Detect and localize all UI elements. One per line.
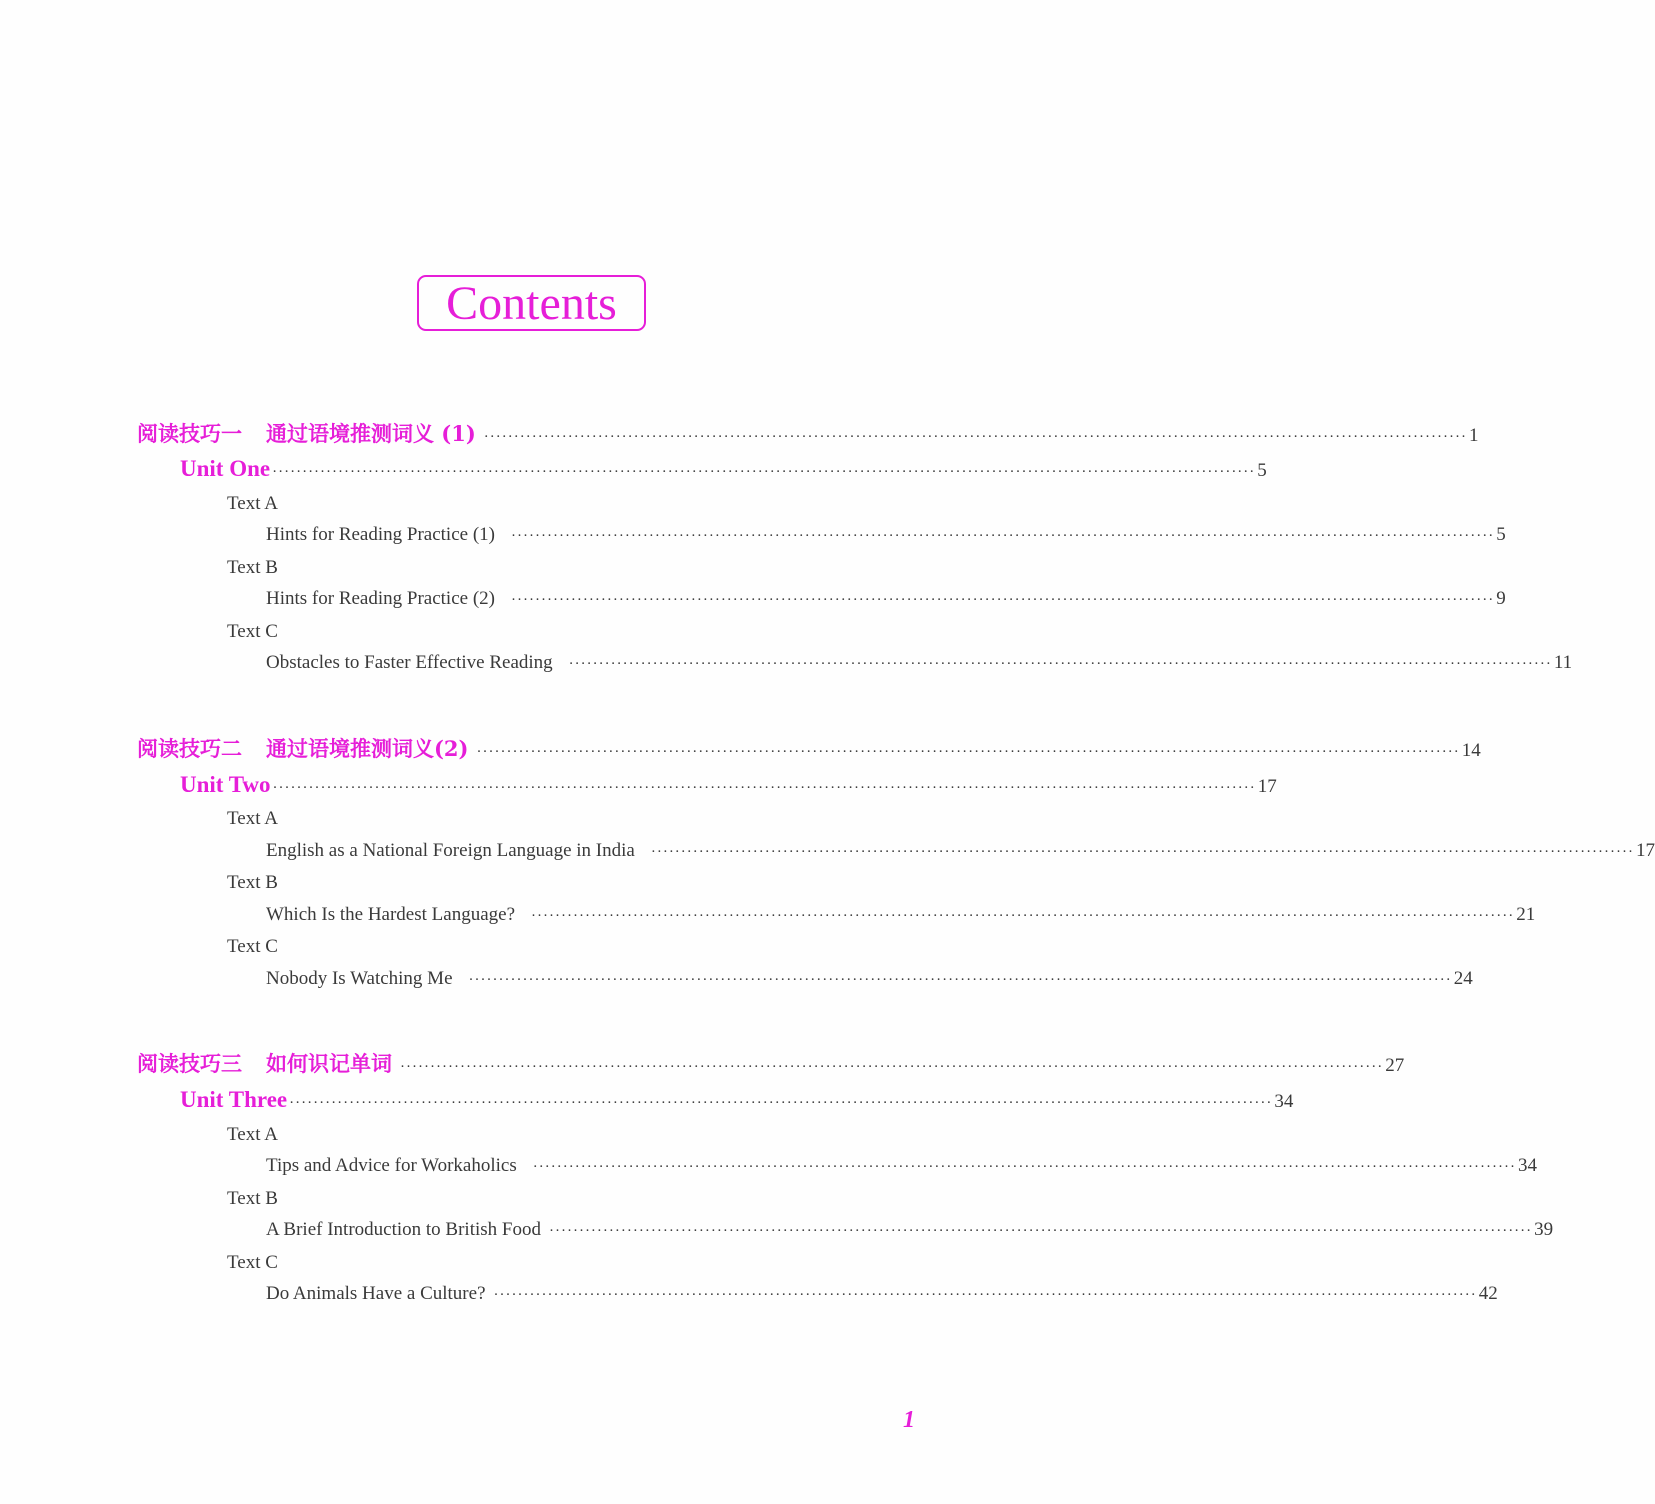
dot-leader: ···································································································································································· bbox=[272, 780, 1256, 796]
dot-leader: ···································································································································································· bbox=[531, 908, 1515, 924]
page-number: 17 bbox=[1636, 840, 1655, 861]
skill-prefix: 阅读技巧一 bbox=[137, 421, 242, 446]
toc-text-entry[interactable] bbox=[266, 904, 1536, 926]
text-title: English as a National Foreign Language in India bbox=[266, 840, 635, 861]
skill-heading bbox=[137, 733, 468, 763]
text-label: Text A bbox=[227, 1124, 278, 1145]
page-number: 1 bbox=[1469, 425, 1479, 446]
toc-text-entry[interactable] bbox=[266, 840, 1655, 862]
dot-leader: ···································································································································································· bbox=[568, 656, 1552, 672]
text-label: Text B bbox=[227, 872, 278, 893]
toc-text-entry[interactable] bbox=[266, 1283, 1498, 1305]
toc-unit-entry[interactable] bbox=[180, 456, 1267, 482]
skill-heading bbox=[137, 418, 476, 448]
page-number: 27 bbox=[1385, 1055, 1405, 1076]
page-number: 42 bbox=[1478, 1283, 1498, 1304]
toc-skill-entry[interactable] bbox=[137, 733, 1481, 763]
page-number: 39 bbox=[1534, 1219, 1554, 1240]
text-title: A Brief Introduction to British Food bbox=[266, 1219, 541, 1240]
text-label: Text C bbox=[227, 621, 278, 642]
dot-leader: ···································································································································································· bbox=[510, 528, 1495, 544]
dot-leader: ···································································································································································· bbox=[476, 744, 1460, 760]
toc-text-entry[interactable] bbox=[266, 1219, 1554, 1241]
text-title: Hints for Reading Practice (2) bbox=[266, 588, 495, 609]
dot-leader: ···································································································································································· bbox=[548, 1223, 1533, 1239]
page-number: 21 bbox=[1516, 904, 1536, 925]
skill-prefix: 阅读技巧二 bbox=[137, 736, 242, 761]
page-number: 34 bbox=[1517, 1155, 1537, 1176]
toc-skill-entry[interactable] bbox=[137, 1048, 1405, 1078]
text-title: Tips and Advice for Workaholics bbox=[266, 1155, 517, 1176]
dot-leader: ···································································································································································· bbox=[532, 1159, 1516, 1175]
toc-text-entry[interactable] bbox=[266, 524, 1506, 546]
dot-leader: ···································································································································································· bbox=[400, 1059, 1384, 1075]
text-label: Text A bbox=[227, 493, 278, 514]
text-title: Hints for Reading Practice (1) bbox=[266, 524, 495, 545]
text-label: Text B bbox=[227, 1188, 278, 1209]
text-title: Which Is the Hardest Language? bbox=[266, 904, 516, 925]
toc-text-entry[interactable] bbox=[266, 1155, 1537, 1177]
page-number: 9 bbox=[1496, 588, 1506, 609]
toc-unit-entry[interactable] bbox=[180, 1087, 1294, 1113]
contents-title: Contents bbox=[446, 277, 617, 330]
text-label: Text B bbox=[227, 557, 278, 578]
toc-skill-entry[interactable] bbox=[137, 418, 1479, 448]
page-number: 5 bbox=[1257, 460, 1267, 481]
page-number: 5 bbox=[1496, 524, 1506, 545]
page-number: 24 bbox=[1453, 968, 1473, 989]
toc-unit-entry[interactable] bbox=[180, 772, 1277, 798]
text-label: Text A bbox=[227, 808, 278, 829]
dot-leader: ···································································································································································· bbox=[468, 972, 1452, 988]
dot-leader: ···································································································································································· bbox=[510, 592, 1495, 608]
toc-text-entry[interactable] bbox=[266, 588, 1506, 610]
unit-title: Unit Three bbox=[180, 1087, 288, 1112]
text-title: Nobody Is Watching Me bbox=[266, 968, 453, 989]
dot-leader: ···································································································································································· bbox=[289, 1095, 1273, 1111]
folio-page-number: 1 bbox=[903, 1407, 915, 1433]
toc-text-entry[interactable] bbox=[266, 652, 1573, 674]
page-number: 34 bbox=[1274, 1091, 1294, 1112]
dot-leader: ···································································································································································· bbox=[483, 429, 1467, 445]
skill-title: 通过语境推测词义 (1) bbox=[266, 421, 476, 446]
text-title: Obstacles to Faster Effective Reading bbox=[266, 652, 553, 673]
skill-prefix: 阅读技巧三 bbox=[137, 1051, 242, 1076]
page-number: 14 bbox=[1461, 740, 1481, 761]
skill-title: 通过语境推测词义(2) bbox=[266, 736, 469, 761]
unit-title: Unit One bbox=[180, 456, 271, 481]
skill-heading bbox=[137, 1048, 392, 1078]
text-label: Text C bbox=[227, 1252, 278, 1273]
dot-leader: ···································································································································································· bbox=[650, 844, 1635, 860]
page-number: 11 bbox=[1553, 652, 1573, 673]
text-label: Text C bbox=[227, 936, 278, 957]
unit-title: Unit Two bbox=[180, 772, 271, 797]
text-title: Do Animals Have a Culture? bbox=[266, 1283, 486, 1304]
page-number: 17 bbox=[1257, 776, 1277, 797]
toc-text-entry[interactable] bbox=[266, 968, 1473, 990]
dot-leader: ···································································································································································· bbox=[493, 1287, 1477, 1303]
contents-title-box bbox=[417, 275, 646, 331]
dot-leader: ···································································································································································· bbox=[272, 464, 1256, 480]
skill-title: 如何识记单词 bbox=[266, 1051, 392, 1076]
